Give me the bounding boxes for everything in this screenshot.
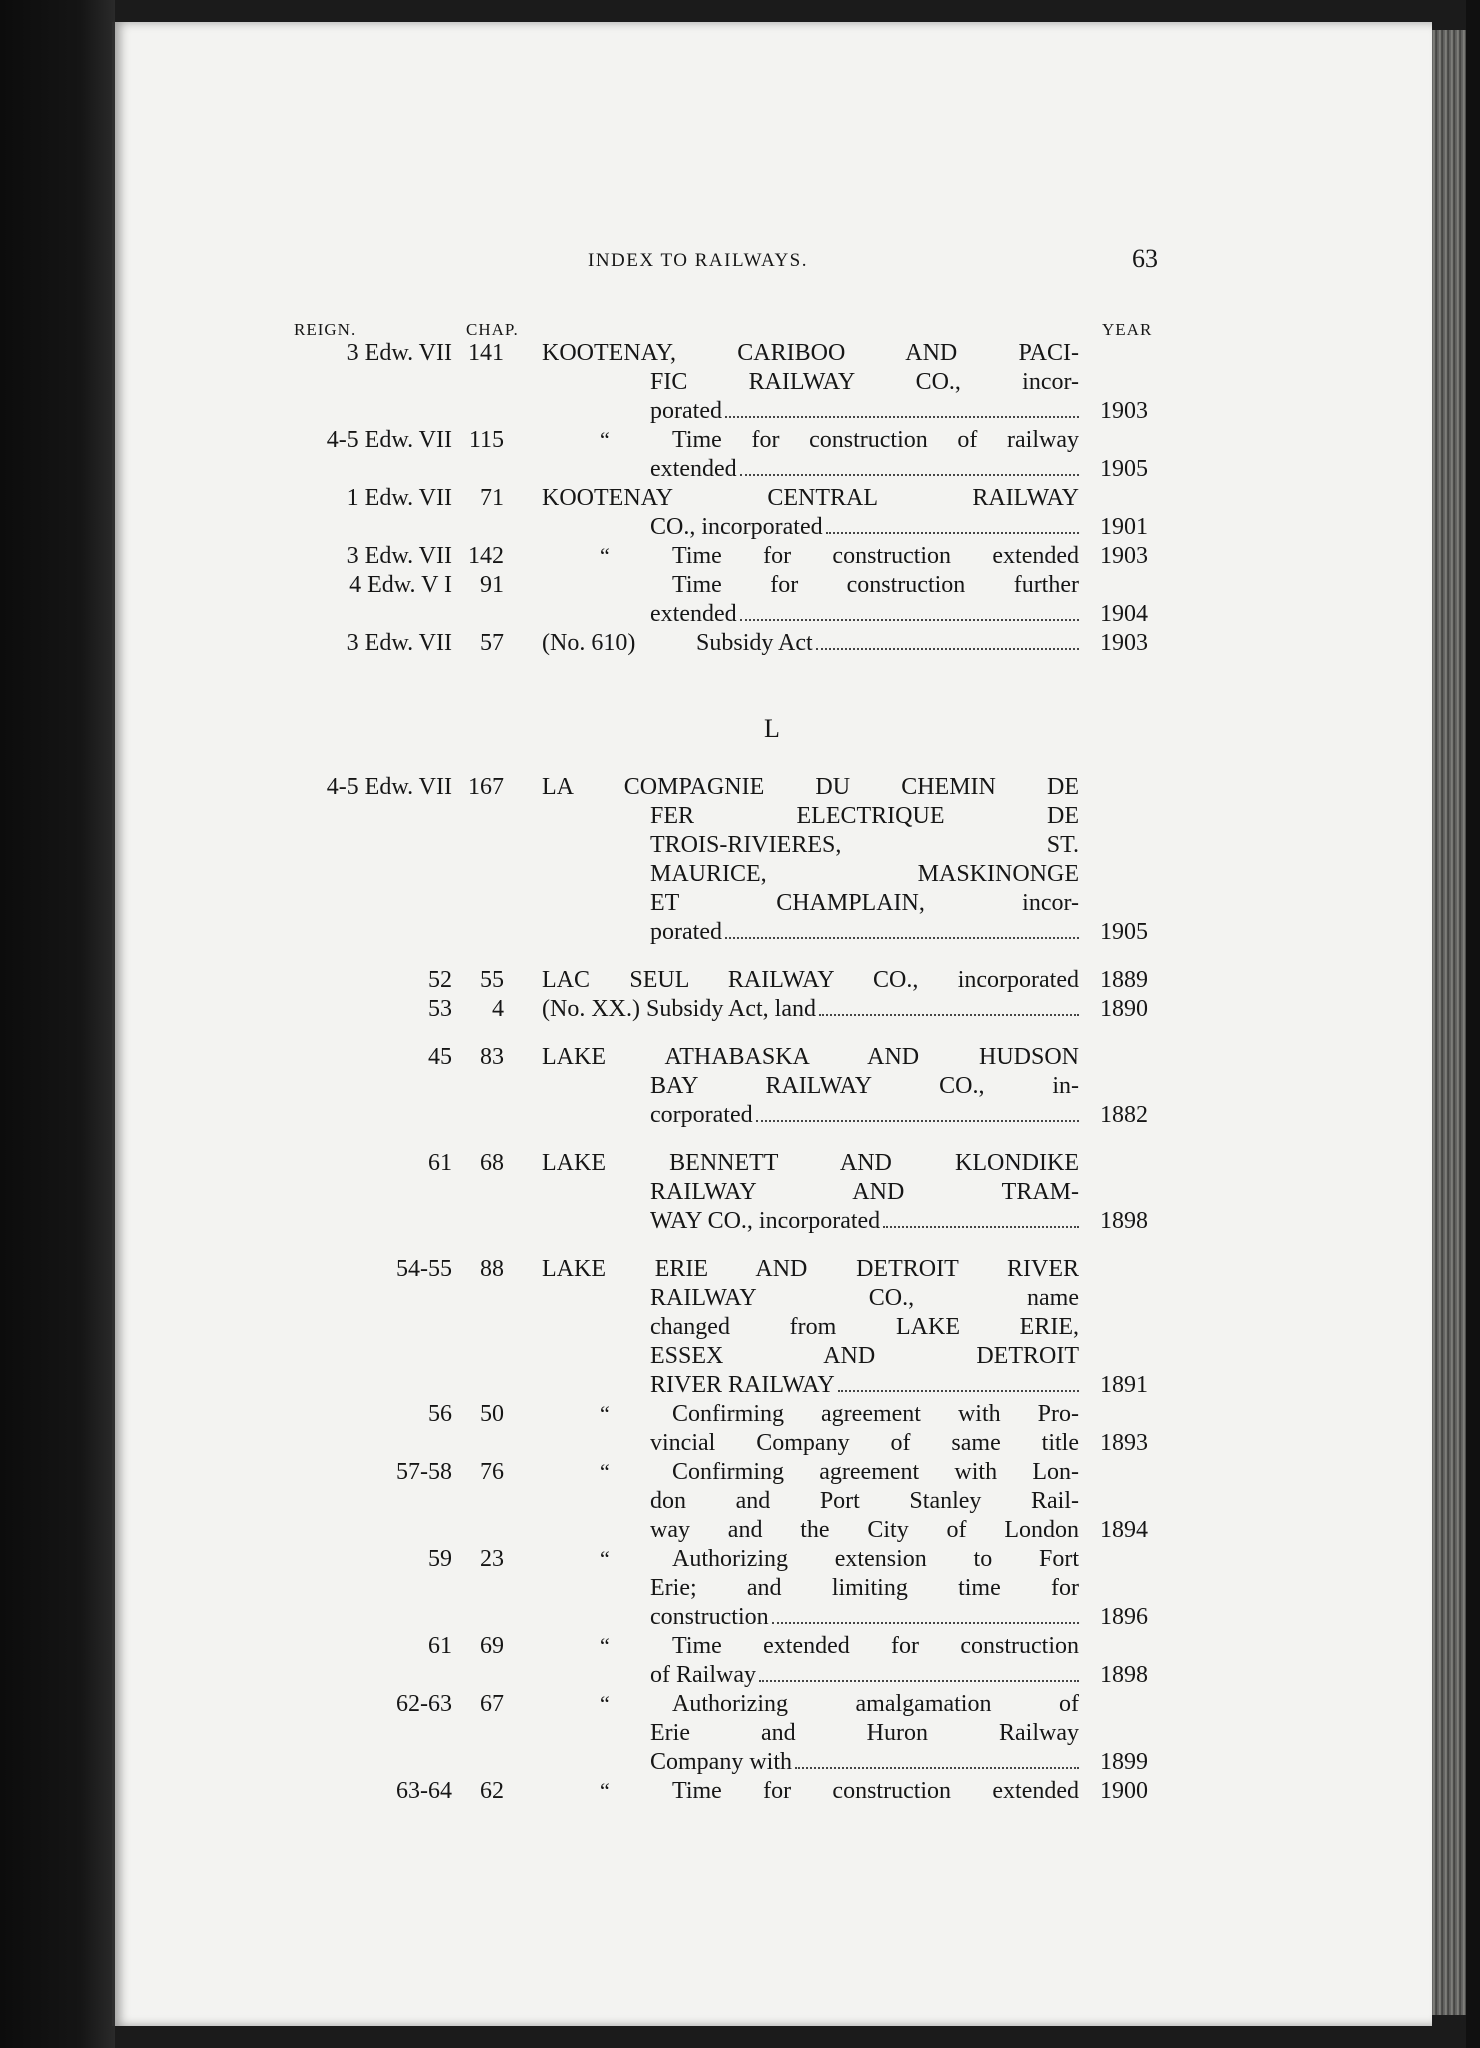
section-letter: L <box>764 714 780 743</box>
entry-text: changed from LAKE ERIE, <box>650 1314 1079 1340</box>
index-entry <box>112 1778 1432 1808</box>
index-entry <box>112 1691 1432 1721</box>
year: 1899 <box>1100 1749 1148 1775</box>
reign: 53 <box>428 996 452 1022</box>
reign: 57-58 <box>396 1459 452 1485</box>
reign: 62-63 <box>396 1691 452 1717</box>
book-page <box>112 22 1432 2026</box>
reign: 61 <box>428 1150 452 1176</box>
ditto-mark: “ <box>600 1633 610 1658</box>
column-header-chap: CHAP. <box>466 320 519 339</box>
entry-title: LA COMPAGNIE DU CHEMIN DE <box>542 774 1079 800</box>
index-entry-continued <box>112 456 1432 486</box>
entry-text: Time for construction further <box>672 572 1079 598</box>
reign: 3 Edw. VII <box>346 340 452 366</box>
year: 1898 <box>1100 1662 1148 1688</box>
index-entry <box>112 967 1432 997</box>
background-edge <box>1466 0 1480 2048</box>
year: 1893 <box>1100 1430 1148 1456</box>
index-entry <box>112 543 1432 573</box>
chapter: 57 <box>480 630 504 656</box>
index-entry-continued <box>112 601 1432 631</box>
entry-text: RIVER RAILWAY <box>650 1372 835 1398</box>
ditto-mark: “ <box>600 1778 610 1803</box>
entry-text: RAILWAY CO., name <box>650 1285 1079 1311</box>
index-entry <box>112 1256 1432 1286</box>
index-entry-continued <box>112 1720 1432 1750</box>
chapter: 88 <box>480 1256 504 1282</box>
chapter: 71 <box>480 485 504 511</box>
reign: 3 Edw. VII <box>346 630 452 656</box>
entry-text: don and Port Stanley Rail- <box>650 1488 1079 1514</box>
index-entry <box>112 774 1432 804</box>
index-entry-continued <box>112 1662 1432 1692</box>
chapter: 69 <box>480 1633 504 1659</box>
index-entry-continued <box>112 919 1432 949</box>
page-number: 63 <box>1132 244 1158 273</box>
year: 1889 <box>1100 967 1148 993</box>
entry-text: CO., incorporated <box>650 514 823 540</box>
reign: 4-5 Edw. VII <box>326 774 452 800</box>
year: 1903 <box>1100 398 1148 424</box>
index-entry <box>112 996 1432 1026</box>
entry-text: extended <box>650 456 737 482</box>
entry-title: LAC SEUL RAILWAY CO., incorporated <box>542 967 1079 993</box>
entry-text: FIC RAILWAY CO., incor- <box>650 369 1079 395</box>
entry-text: Time for construction extended <box>672 1778 1079 1804</box>
index-entry-continued <box>112 1430 1432 1460</box>
entry-text: extended <box>650 601 737 627</box>
entry-text: MAURICE, MASKINONGE <box>650 861 1079 887</box>
index-entry <box>112 1546 1432 1576</box>
reign: 61 <box>428 1633 452 1659</box>
entry-text: RAILWAY AND TRAM- <box>650 1179 1079 1205</box>
chapter: 83 <box>480 1044 504 1070</box>
index-entry-continued <box>112 1208 1432 1238</box>
year: 1905 <box>1100 919 1148 945</box>
page-gutter <box>112 22 115 2026</box>
index-entry <box>112 572 1432 602</box>
index-entry-continued <box>112 398 1432 428</box>
year: 1896 <box>1100 1604 1148 1630</box>
year: 1890 <box>1100 996 1148 1022</box>
entry-text: porated <box>650 919 722 945</box>
chapter: 4 <box>492 996 504 1022</box>
index-entry <box>112 1401 1432 1431</box>
entry-text: TROIS-RIVIERES, ST. <box>650 832 1079 858</box>
ditto-mark: “ <box>600 1691 610 1716</box>
year: 1905 <box>1100 456 1148 482</box>
index-entry <box>112 485 1432 515</box>
chapter: 55 <box>480 967 504 993</box>
index-entry-continued <box>112 1179 1432 1209</box>
year: 1898 <box>1100 1208 1148 1234</box>
entry-text: way and the City of London <box>650 1517 1079 1543</box>
chapter: 91 <box>480 572 504 598</box>
entry-text: Time extended for construction <box>672 1633 1079 1659</box>
index-entry <box>112 1633 1432 1663</box>
entry-text: Subsidy Act <box>696 630 813 656</box>
chapter: 115 <box>468 427 504 453</box>
entry-text: Time for construction of railway <box>672 427 1079 453</box>
chapter: 141 <box>468 340 504 366</box>
year: 1891 <box>1100 1372 1148 1398</box>
year: 1903 <box>1100 543 1148 569</box>
year: 1904 <box>1100 601 1148 627</box>
index-entry <box>112 1150 1432 1180</box>
index-entry <box>112 630 1432 660</box>
entry-title: KOOTENAY CENTRAL RAILWAY <box>542 485 1079 511</box>
year: 1903 <box>1100 630 1148 656</box>
ditto-mark: “ <box>600 427 610 452</box>
index-entry-continued <box>112 861 1432 891</box>
reign: 56 <box>428 1401 452 1427</box>
index-entry-continued <box>112 1343 1432 1373</box>
reign: 59 <box>428 1546 452 1572</box>
entry-title: KOOTENAY, CARIBOO AND PACI- <box>542 340 1079 366</box>
index-entry-continued <box>112 832 1432 862</box>
entry-title: LAKE BENNETT AND KLONDIKE <box>542 1150 1079 1176</box>
ditto-mark: “ <box>600 1546 610 1571</box>
entry-title: LAKE ERIE AND DETROIT RIVER <box>542 1256 1079 1282</box>
index-entry-continued <box>112 803 1432 833</box>
entry-text: porated <box>650 398 722 424</box>
index-entry-continued <box>112 1102 1432 1132</box>
entry-text: Confirming agreement with Lon- <box>672 1459 1079 1485</box>
index-entry-continued <box>112 1749 1432 1779</box>
entry-text: WAY CO., incorporated <box>650 1208 881 1234</box>
year: 1900 <box>1100 1778 1148 1804</box>
index-entry-continued <box>112 1073 1432 1103</box>
entry-text: Confirming agreement with Pro- <box>672 1401 1079 1427</box>
index-entry <box>112 340 1432 370</box>
column-header-reign: REIGN. <box>294 320 357 339</box>
chapter: 62 <box>480 1778 504 1804</box>
chapter: 23 <box>480 1546 504 1572</box>
chapter: 142 <box>468 543 504 569</box>
reign: 63-64 <box>396 1778 452 1804</box>
index-entry-continued <box>112 1575 1432 1605</box>
reign: 3 Edw. VII <box>346 543 452 569</box>
reign: 45 <box>428 1044 452 1070</box>
reign: 4 Edw. V I <box>349 572 452 598</box>
running-title: INDEX TO RAILWAYS. <box>588 250 808 271</box>
entry-text: of Railway <box>650 1662 756 1688</box>
chapter: 76 <box>480 1459 504 1485</box>
chapter: 50 <box>480 1401 504 1427</box>
entry-text: BAY RAILWAY CO., in- <box>650 1073 1079 1099</box>
column-header-year: YEAR <box>1102 320 1153 339</box>
ditto-mark: “ <box>600 1459 610 1484</box>
reign: 52 <box>428 967 452 993</box>
index-entry-continued <box>112 1604 1432 1634</box>
ditto-mark: “ <box>600 1401 610 1426</box>
chapter: 68 <box>480 1150 504 1176</box>
entry-text: corporated <box>650 1102 753 1128</box>
year: 1894 <box>1100 1517 1148 1543</box>
index-entry-continued <box>112 369 1432 399</box>
index-entry <box>112 1044 1432 1074</box>
entry-number: (No. 610) <box>542 630 636 656</box>
year: 1882 <box>1100 1102 1148 1128</box>
index-entry <box>112 427 1432 457</box>
index-entry-continued <box>112 1372 1432 1402</box>
reign: 1 Edw. VII <box>346 485 452 511</box>
reign: 54-55 <box>396 1256 452 1282</box>
index-entry-continued <box>112 1488 1432 1518</box>
entry-text: vincial Company of same title <box>650 1430 1079 1456</box>
entry-text: (No. XX.) Subsidy Act, land <box>542 996 816 1022</box>
entry-text: Erie; and limiting time for <box>650 1575 1079 1601</box>
index-entry-continued <box>112 1517 1432 1547</box>
entry-text: Authorizing amalgamation of <box>672 1691 1079 1717</box>
entry-text: ET CHAMPLAIN, incor- <box>650 890 1079 916</box>
index-entry-continued <box>112 1314 1432 1344</box>
entry-title: LAKE ATHABASKA AND HUDSON <box>542 1044 1079 1070</box>
entry-text: FER ELECTRIQUE DE <box>650 803 1079 829</box>
entry-text: Authorizing extension to Fort <box>672 1546 1079 1572</box>
entry-text: Erie and Huron Railway <box>650 1720 1079 1746</box>
index-entry-continued <box>112 1285 1432 1315</box>
year: 1901 <box>1100 514 1148 540</box>
index-entry-continued <box>112 890 1432 920</box>
index-entry <box>112 1459 1432 1489</box>
book-binding <box>0 0 115 2048</box>
chapter: 67 <box>480 1691 504 1717</box>
entry-text: construction <box>650 1604 769 1630</box>
entry-text: Company with <box>650 1749 792 1775</box>
entry-text: Time for construction extended <box>672 543 1079 569</box>
page-header <box>112 244 1432 280</box>
index-entry-continued <box>112 514 1432 544</box>
chapter: 167 <box>468 774 504 800</box>
reign: 4-5 Edw. VII <box>326 427 452 453</box>
ditto-mark: “ <box>600 543 610 568</box>
entry-text: ESSEX AND DETROIT <box>650 1343 1079 1369</box>
